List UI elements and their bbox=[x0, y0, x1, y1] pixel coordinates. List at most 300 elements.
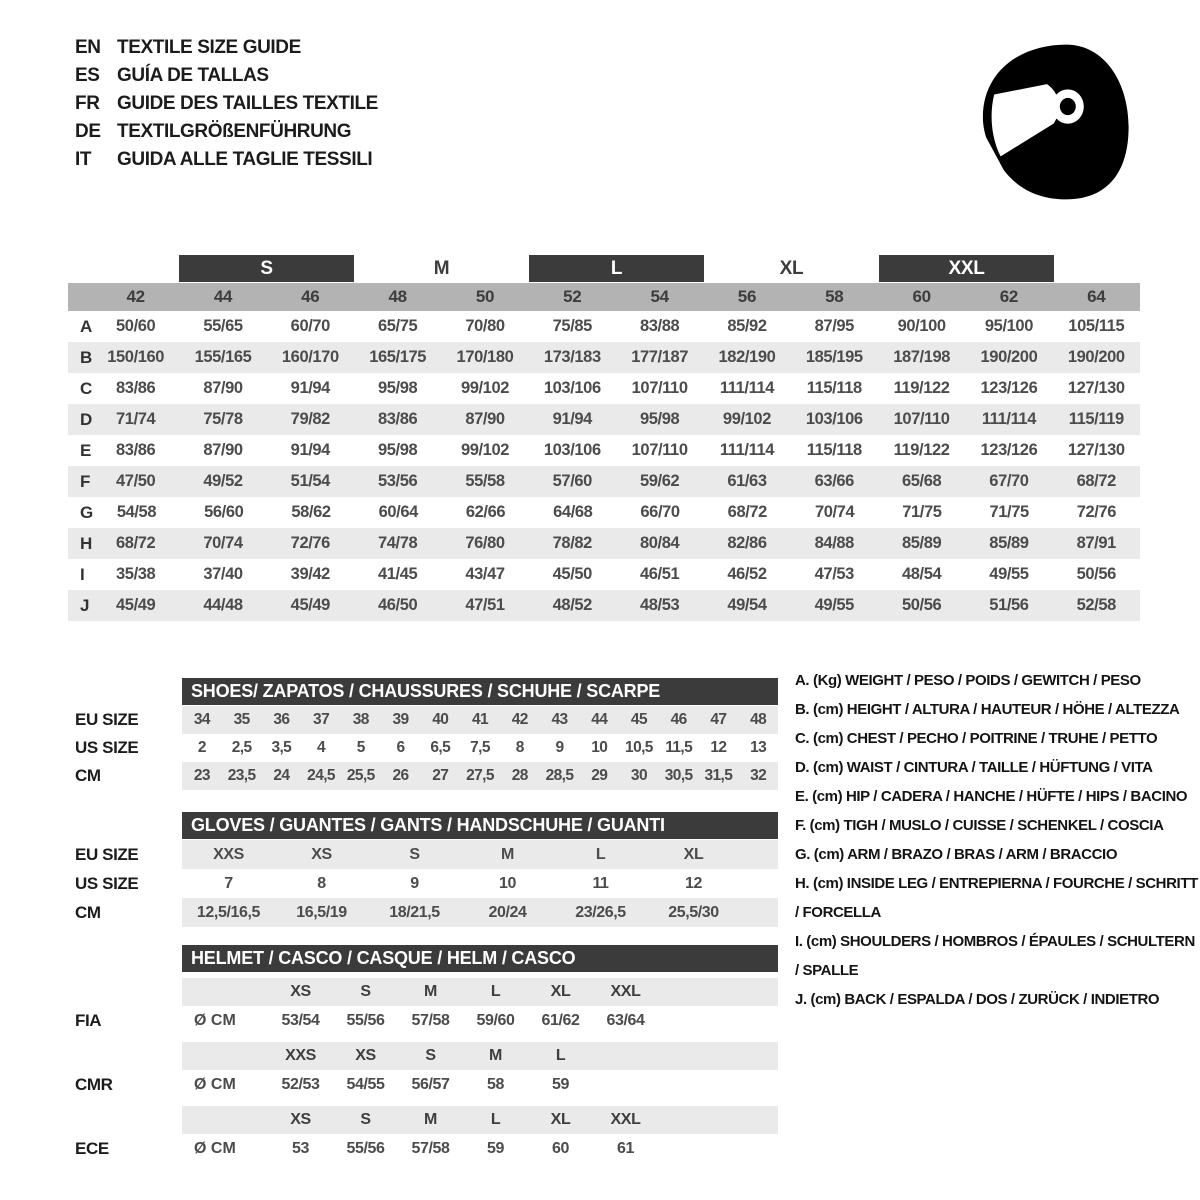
value-cell: 57/58 bbox=[411, 1140, 450, 1157]
value-cell: 4 bbox=[317, 739, 326, 756]
value-cell: 182/190 bbox=[718, 348, 776, 366]
value-cell: 76/80 bbox=[465, 534, 505, 552]
value-cell: 6,5 bbox=[430, 739, 451, 756]
column-header: 44 bbox=[213, 287, 233, 306]
language-row bbox=[75, 90, 378, 118]
shoes-row bbox=[182, 734, 778, 762]
value-cell: 185/195 bbox=[805, 348, 863, 366]
row-letter: F bbox=[80, 471, 90, 491]
value-cell: 23/26,5 bbox=[575, 903, 626, 921]
value-cell: 62/66 bbox=[465, 503, 506, 521]
size-group-l: L bbox=[529, 255, 704, 282]
size-header-cell: L bbox=[490, 983, 501, 1000]
value-cell: 10,5 bbox=[625, 739, 653, 756]
value-cell: 52/53 bbox=[281, 1076, 320, 1093]
value-cell: 12 bbox=[710, 739, 727, 756]
value-cell: 6 bbox=[396, 739, 405, 756]
row-letter: C bbox=[80, 378, 92, 398]
legend-item: A. (Kg) WEIGHT / PESO / POIDS / GEWITCH / PESO bbox=[795, 672, 1141, 689]
size-header-cell: XXL bbox=[610, 1111, 641, 1128]
value-cell: 83/88 bbox=[639, 317, 680, 335]
shoes-us-size-label: US SIZE bbox=[75, 738, 139, 757]
size-group-bar bbox=[68, 255, 1140, 282]
value-cell: 49/52 bbox=[203, 472, 243, 490]
value-cell: 39/42 bbox=[290, 565, 330, 583]
value-cell: 37/40 bbox=[203, 565, 243, 583]
value-cell: 12,5/16,5 bbox=[196, 903, 261, 921]
value-cell: 160/170 bbox=[281, 348, 339, 366]
table-row bbox=[68, 559, 1140, 590]
size-header-cell: XXL bbox=[610, 983, 641, 1000]
shoes-cm-label: CM bbox=[75, 766, 101, 785]
shoes-section-title: SHOES/ ZAPATOS / CHAUSSURES / SCHUHE / SCARPE bbox=[182, 678, 778, 705]
value-cell: 11,5 bbox=[665, 739, 693, 756]
value-cell: 71/74 bbox=[116, 410, 156, 428]
value-cell: 123/126 bbox=[980, 441, 1038, 459]
value-cell: 7 bbox=[224, 874, 233, 892]
value-cell: 53/54 bbox=[281, 1012, 320, 1029]
legend-item: D. (cm) WAIST / CINTURA / TAILLE / HÜFTUNG / VITA bbox=[795, 759, 1153, 776]
language-row bbox=[75, 118, 378, 146]
measurement-rows bbox=[68, 311, 1140, 621]
gloves-section-title: GLOVES / GUANTES / GANTS / HANDSCHUHE / GUANTI bbox=[182, 812, 778, 839]
value-cell: 43 bbox=[551, 711, 568, 728]
value-cell: 8 bbox=[515, 739, 524, 756]
value-cell: 30 bbox=[630, 767, 647, 784]
legend-item: F. (cm) TIGH / MUSLO / CUISSE / SCHENKEL / COSCIA bbox=[795, 817, 1164, 834]
language-code: EN bbox=[75, 37, 101, 58]
textile-size-table bbox=[68, 255, 1140, 621]
value-cell: 7,5 bbox=[470, 739, 490, 756]
value-cell: 8 bbox=[317, 874, 326, 892]
value-cell: 165/175 bbox=[369, 348, 427, 366]
value-cell: 9 bbox=[410, 874, 419, 892]
value-cell: 12 bbox=[685, 874, 702, 892]
value-cell: 13 bbox=[750, 739, 767, 756]
size-header-cell: XS bbox=[355, 1047, 376, 1064]
value-cell: 23 bbox=[193, 767, 210, 784]
size-header-cell: S bbox=[360, 1111, 371, 1128]
value-cell: 111/114 bbox=[719, 441, 775, 459]
value-cell: 83/86 bbox=[378, 410, 418, 428]
value-cell: 87/90 bbox=[203, 441, 243, 459]
language-code: FR bbox=[75, 93, 100, 114]
legend-item: C. (cm) CHEST / PECHO / POITRINE / TRUHE / PETTO bbox=[795, 730, 1158, 747]
row-letter: I bbox=[80, 564, 85, 584]
value-cell: 78/82 bbox=[552, 534, 592, 552]
value-cell: 40 bbox=[432, 711, 449, 728]
value-cell: 59/60 bbox=[476, 1012, 515, 1029]
value-cell: 51/54 bbox=[290, 472, 330, 490]
value-cell: 59 bbox=[487, 1140, 504, 1157]
column-header: 64 bbox=[1087, 287, 1106, 306]
value-cell: 37 bbox=[313, 711, 330, 728]
value-cell: 127/130 bbox=[1067, 379, 1125, 397]
value-cell: 61 bbox=[617, 1140, 634, 1157]
gloves-eu-size-label: EU SIZE bbox=[75, 844, 139, 864]
value-cell: 39 bbox=[392, 711, 409, 728]
value-cell: 10 bbox=[499, 874, 516, 892]
column-header: 54 bbox=[650, 287, 669, 306]
value-cell: 61/63 bbox=[727, 472, 767, 490]
legend-item: I. (cm) SHOULDERS / HOMBROS / ÉPAULES / SCHULTERN / SPALLE bbox=[795, 933, 1195, 979]
value-cell: 70/74 bbox=[814, 503, 855, 521]
legend-item: J. (cm) BACK / ESPALDA / DOS / ZURÜCK / INDIETRO bbox=[795, 991, 1160, 1008]
legend-item: B. (cm) HEIGHT / ALTURA / HAUTEUR / HÖHE / ALTEZZA bbox=[795, 701, 1180, 718]
value-cell: 70/80 bbox=[465, 317, 505, 335]
helmet-size-header bbox=[182, 978, 778, 1006]
value-cell: 26 bbox=[392, 767, 409, 784]
value-cell: XL bbox=[683, 845, 704, 863]
value-cell: 56/57 bbox=[411, 1076, 450, 1093]
value-cell: 57/60 bbox=[552, 472, 592, 490]
value-cell: 83/86 bbox=[116, 379, 156, 397]
value-cell: 47/51 bbox=[465, 596, 505, 614]
value-cell: 28 bbox=[511, 767, 528, 784]
value-cell: 50/60 bbox=[116, 317, 156, 335]
value-cell: 70/74 bbox=[203, 534, 243, 552]
value-cell: 46 bbox=[670, 711, 687, 728]
value-cell: 32 bbox=[750, 767, 767, 784]
value-cell: 119/122 bbox=[893, 379, 950, 397]
size-header-cell: XS bbox=[290, 1111, 311, 1128]
value-cell: 99/102 bbox=[722, 410, 771, 428]
value-cell: 54/55 bbox=[346, 1076, 385, 1093]
value-cell: 2,5 bbox=[231, 739, 252, 756]
gloves-row bbox=[182, 840, 778, 869]
value-cell: L bbox=[595, 845, 606, 863]
value-cell: 68/72 bbox=[727, 503, 767, 521]
value-cell: 59 bbox=[552, 1076, 569, 1093]
value-cell: 60/70 bbox=[290, 317, 330, 335]
gloves-cm-label: CM bbox=[75, 902, 101, 922]
language-row bbox=[75, 34, 378, 62]
measurement-legend bbox=[795, 666, 1199, 1014]
helmet-fia-label: FIA bbox=[75, 1011, 102, 1030]
value-cell: 49/54 bbox=[727, 596, 767, 614]
value-cell: 72/76 bbox=[1076, 503, 1117, 521]
value-cell: 44/48 bbox=[203, 596, 243, 614]
value-cell: 47/53 bbox=[814, 565, 854, 583]
value-cell: 3,5 bbox=[271, 739, 292, 756]
value-cell: 2 bbox=[197, 739, 206, 756]
value-cell: 29 bbox=[591, 767, 608, 784]
helmet-value-row bbox=[182, 1070, 778, 1100]
value-cell: M bbox=[501, 845, 514, 863]
value-cell: 75/85 bbox=[552, 317, 592, 335]
size-header-cell: S bbox=[360, 983, 371, 1000]
gloves-table bbox=[182, 840, 778, 927]
language-title: GUÍA DE TALLAS bbox=[117, 65, 269, 86]
value-cell: 90/100 bbox=[897, 317, 946, 335]
shoes-eu-size-label: EU SIZE bbox=[75, 710, 139, 729]
value-cell: 47 bbox=[710, 711, 727, 728]
size-header-cell: XL bbox=[550, 983, 571, 1000]
value-cell: 48/52 bbox=[552, 596, 592, 614]
value-cell: 66/70 bbox=[640, 503, 680, 521]
value-cell: 103/106 bbox=[543, 379, 601, 397]
value-cell: 46/51 bbox=[639, 565, 680, 583]
row-letter: E bbox=[80, 440, 91, 460]
value-cell: 63/64 bbox=[606, 1012, 645, 1029]
value-cell: S bbox=[409, 845, 420, 863]
unit-label: Ø CM bbox=[194, 1012, 236, 1029]
value-cell: 95/98 bbox=[639, 410, 680, 428]
value-cell: 45/49 bbox=[290, 596, 330, 614]
value-cell: 55/58 bbox=[465, 472, 505, 490]
value-cell: 99/102 bbox=[460, 441, 510, 459]
value-cell: 31,5 bbox=[704, 767, 733, 784]
value-cell: XS bbox=[311, 845, 332, 863]
value-cell: 91/94 bbox=[552, 410, 592, 428]
value-cell: 45 bbox=[630, 711, 647, 728]
value-cell: 111/114 bbox=[981, 410, 1036, 428]
value-cell: 85/89 bbox=[901, 534, 942, 552]
value-cell: 36 bbox=[273, 711, 290, 728]
size-header-cell: M bbox=[489, 1047, 502, 1064]
value-cell: 23,5 bbox=[227, 767, 256, 784]
helmet-size-header bbox=[182, 1042, 778, 1070]
unit-label: Ø CM bbox=[194, 1076, 236, 1093]
helmet-value-row bbox=[182, 1134, 778, 1164]
size-header-cell: L bbox=[490, 1111, 501, 1128]
value-cell: 105/115 bbox=[1068, 317, 1125, 335]
value-cell: 57/58 bbox=[411, 1012, 450, 1029]
table-row bbox=[68, 435, 1140, 466]
value-cell: 79/82 bbox=[290, 410, 330, 428]
helmet-section-title: HELMET / CASCO / CASQUE / HELM / CASCO bbox=[182, 945, 778, 972]
legend-item: E. (cm) HIP / CADERA / HANCHE / HÜFTE / HIPS / BACINO bbox=[795, 788, 1188, 805]
value-cell: 60/64 bbox=[378, 503, 418, 521]
table-row bbox=[68, 497, 1140, 528]
value-cell: 50/56 bbox=[1076, 565, 1116, 583]
value-cell: 80/84 bbox=[639, 534, 680, 552]
value-cell: 53 bbox=[292, 1140, 309, 1157]
table-row bbox=[68, 311, 1140, 342]
value-cell: 95/98 bbox=[378, 379, 418, 397]
size-group-s: S bbox=[179, 255, 354, 282]
shoes-table bbox=[182, 706, 778, 790]
column-header: 48 bbox=[388, 287, 407, 306]
value-cell: 91/94 bbox=[290, 441, 330, 459]
value-cell: 123/126 bbox=[980, 379, 1038, 397]
value-cell: 85/89 bbox=[989, 534, 1029, 552]
value-cell: 41 bbox=[471, 711, 489, 728]
column-header: 56 bbox=[737, 287, 757, 306]
value-cell: 68/72 bbox=[116, 534, 156, 552]
column-header: 58 bbox=[825, 287, 844, 306]
value-cell: 95/98 bbox=[378, 441, 418, 459]
value-cell: 91/94 bbox=[290, 379, 330, 397]
value-cell: 28,5 bbox=[545, 767, 574, 784]
value-cell: 43/47 bbox=[465, 565, 505, 583]
value-cell: 46/50 bbox=[378, 596, 418, 614]
value-cell: 27 bbox=[432, 767, 449, 784]
value-cell: 63/66 bbox=[814, 472, 854, 490]
value-cell: 45/50 bbox=[552, 565, 592, 583]
value-cell: 48/54 bbox=[901, 565, 942, 583]
value-cell: 71/75 bbox=[902, 503, 942, 521]
value-cell: 103/106 bbox=[543, 441, 601, 459]
value-cell: 55/56 bbox=[346, 1012, 385, 1029]
language-title: GUIDE DES TAILLES TEXTILE bbox=[117, 93, 378, 114]
value-cell: 58 bbox=[487, 1076, 504, 1093]
value-cell: 173/183 bbox=[543, 348, 601, 366]
language-title: GUIDA ALLE TAGLIE TESSILI bbox=[117, 149, 373, 170]
value-cell: 24,5 bbox=[307, 767, 335, 784]
size-header-cell: XS bbox=[290, 983, 311, 1000]
value-cell: 99/102 bbox=[460, 379, 510, 397]
value-cell: 16,5/19 bbox=[296, 903, 347, 921]
value-cell: 71/75 bbox=[989, 503, 1029, 521]
racing-helmet-icon bbox=[975, 36, 1135, 208]
value-cell: 46/52 bbox=[727, 565, 767, 583]
language-code: IT bbox=[75, 149, 92, 170]
shoes-row bbox=[182, 706, 778, 734]
value-cell: 107/110 bbox=[631, 441, 688, 459]
value-cell: 150/160 bbox=[107, 348, 165, 366]
value-cell: 170/180 bbox=[456, 348, 514, 366]
value-cell: 49/55 bbox=[814, 596, 854, 614]
value-cell: 87/95 bbox=[814, 317, 854, 335]
value-cell: 119/122 bbox=[893, 441, 950, 459]
value-cell: 115/118 bbox=[806, 379, 862, 397]
value-cell: 35 bbox=[233, 711, 250, 728]
value-cell: 67/70 bbox=[989, 472, 1029, 490]
value-cell: 20/24 bbox=[488, 903, 527, 921]
value-cell: 187/198 bbox=[893, 348, 951, 366]
value-cell: 30,5 bbox=[664, 767, 693, 784]
value-cell: 27,5 bbox=[466, 767, 494, 784]
table-row bbox=[68, 528, 1140, 559]
value-cell: 72/76 bbox=[290, 534, 330, 552]
row-letter: B bbox=[80, 347, 92, 367]
value-cell: 18/21,5 bbox=[389, 903, 440, 921]
language-title: TEXTILE SIZE GUIDE bbox=[117, 37, 301, 58]
value-cell: 83/86 bbox=[116, 441, 156, 459]
value-cell: 10 bbox=[591, 739, 608, 756]
value-cell: 47/50 bbox=[116, 472, 156, 490]
value-cell: 115/118 bbox=[806, 441, 862, 459]
language-title-list bbox=[75, 34, 378, 174]
row-letter: G bbox=[80, 502, 93, 522]
column-header-band bbox=[68, 283, 1140, 311]
helmet-value-row bbox=[182, 1006, 778, 1036]
value-cell: 87/91 bbox=[1076, 534, 1116, 552]
value-cell: 190/200 bbox=[980, 348, 1038, 366]
size-header-cell: M bbox=[424, 983, 437, 1000]
value-cell: 56/60 bbox=[204, 503, 244, 521]
value-cell: 9 bbox=[555, 739, 564, 756]
table-row bbox=[68, 590, 1140, 621]
value-cell: 51/56 bbox=[989, 596, 1029, 614]
value-cell: 65/68 bbox=[901, 472, 942, 490]
value-cell: 127/130 bbox=[1067, 441, 1125, 459]
column-header: 60 bbox=[912, 287, 931, 306]
gloves-row bbox=[182, 898, 778, 927]
value-cell: 58/62 bbox=[291, 503, 331, 521]
value-cell: 95/100 bbox=[984, 317, 1033, 335]
value-cell: 59/62 bbox=[639, 472, 680, 490]
size-header-cell: S bbox=[425, 1047, 436, 1064]
value-cell: 85/92 bbox=[727, 317, 767, 335]
value-cell: 107/110 bbox=[893, 410, 950, 428]
value-cell: 111/114 bbox=[719, 379, 775, 397]
value-cell: 34 bbox=[193, 711, 210, 728]
legend-item: H. (cm) INSIDE LEG / ENTREPIERNA / FOURCHE / SCHRITT / FORCELLA bbox=[795, 875, 1198, 921]
row-letter: D bbox=[80, 409, 92, 429]
value-cell: 52/58 bbox=[1076, 596, 1116, 614]
size-header-cell: L bbox=[555, 1047, 566, 1064]
column-header: 42 bbox=[126, 287, 145, 306]
row-letter: A bbox=[80, 316, 92, 336]
value-cell: 25,5 bbox=[346, 767, 375, 784]
column-header: 50 bbox=[475, 287, 495, 306]
value-cell: 41/45 bbox=[378, 565, 418, 583]
value-cell: 68/72 bbox=[1076, 472, 1116, 490]
value-cell: 49/55 bbox=[989, 565, 1029, 583]
value-cell: 42 bbox=[511, 711, 528, 728]
value-cell: 64/68 bbox=[553, 503, 593, 521]
column-header: 62 bbox=[999, 287, 1019, 306]
value-cell: 45/49 bbox=[116, 596, 156, 614]
helmet-size-header bbox=[182, 1106, 778, 1134]
value-cell: 24 bbox=[273, 767, 290, 784]
size-group-m: M bbox=[433, 257, 450, 279]
value-cell: 190/200 bbox=[1067, 348, 1125, 366]
value-cell: 75/78 bbox=[203, 410, 243, 428]
value-cell: 25,5/30 bbox=[668, 903, 719, 921]
value-cell: 54/58 bbox=[116, 503, 157, 521]
row-letter: J bbox=[80, 595, 90, 615]
value-cell: 84/88 bbox=[814, 534, 854, 552]
value-cell: 60 bbox=[552, 1140, 569, 1157]
value-cell: 87/90 bbox=[465, 410, 505, 428]
language-code: ES bbox=[75, 65, 100, 86]
table-row bbox=[68, 342, 1140, 373]
value-cell: 65/75 bbox=[378, 317, 418, 335]
language-row bbox=[75, 146, 378, 174]
value-cell: 5 bbox=[356, 739, 365, 756]
value-cell: 103/106 bbox=[805, 410, 863, 428]
value-cell: 82/86 bbox=[727, 534, 767, 552]
value-cell: 74/78 bbox=[378, 534, 418, 552]
value-cell: 155/165 bbox=[194, 348, 252, 366]
gloves-row bbox=[182, 869, 778, 898]
value-cell: 61/62 bbox=[541, 1012, 580, 1029]
table-row bbox=[68, 404, 1140, 435]
legend-item: G. (cm) ARM / BRAZO / BRAS / ARM / BRACCIO bbox=[795, 846, 1118, 863]
value-cell: 35/38 bbox=[116, 565, 156, 583]
helmet-cmr-label: CMR bbox=[75, 1075, 113, 1094]
value-cell: 55/65 bbox=[203, 317, 243, 335]
value-cell: 48/53 bbox=[639, 596, 680, 614]
size-group-xxl: XXL bbox=[879, 255, 1054, 282]
language-code: DE bbox=[75, 121, 101, 142]
value-cell: 53/56 bbox=[378, 472, 418, 490]
size-header-cell: XXS bbox=[285, 1047, 316, 1064]
size-header-cell: M bbox=[424, 1111, 437, 1128]
language-title: TEXTILGRÖßENFÜHRUNG bbox=[117, 121, 352, 142]
value-cell: 48 bbox=[750, 711, 767, 728]
size-group-xl: XL bbox=[779, 257, 804, 279]
value-cell: 107/110 bbox=[631, 379, 688, 397]
gloves-us-size-label: US SIZE bbox=[75, 873, 139, 893]
value-cell: 55/56 bbox=[346, 1140, 385, 1157]
value-cell: 177/187 bbox=[631, 348, 689, 366]
value-cell: 11 bbox=[592, 874, 609, 892]
language-row bbox=[75, 62, 378, 90]
